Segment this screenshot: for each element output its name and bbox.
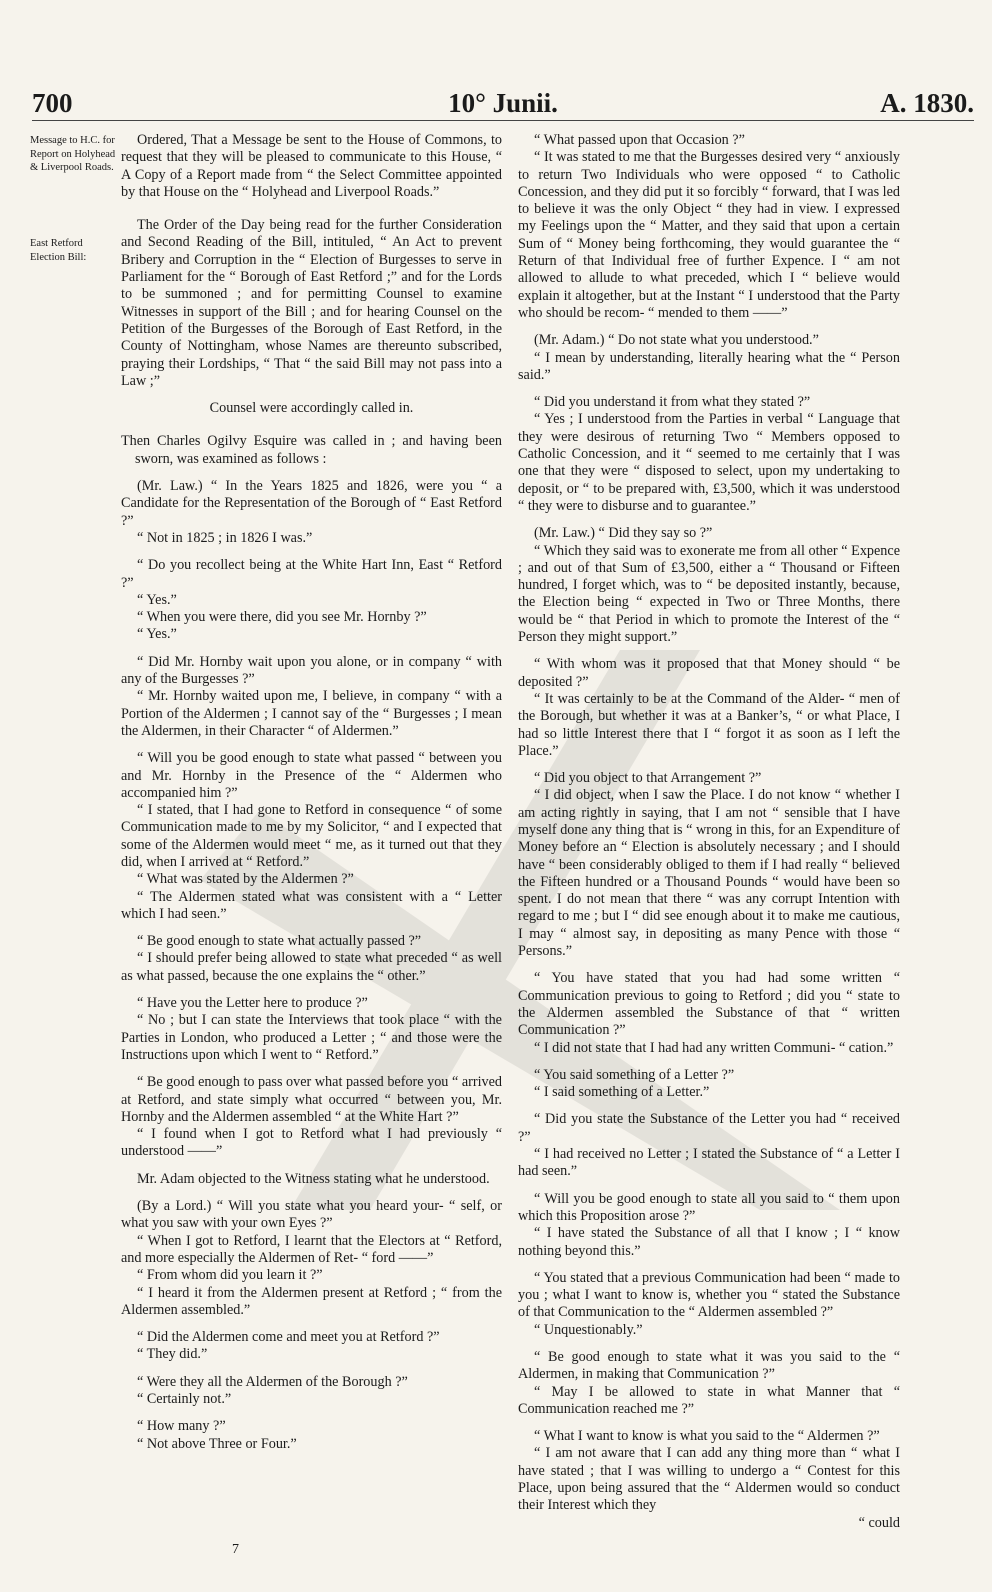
answer: “ The Aldermen stated what was consistent with a “ Letter which I had seen.” [121,888,502,922]
answer: “ I did not state that I had had any written Communi- “ cation.” [534,1039,894,1056]
question: (Mr. Adam.) “ Do not state what you understood.” [534,332,819,349]
question: “ How many ?” [137,1418,226,1435]
question: “ Did you understand it from what they stated ?” [534,394,811,411]
answer: “ They did.” [137,1346,208,1363]
question: “ You said something of a Letter ?” [534,1066,735,1083]
page-header [32,88,974,120]
question: “ Were they all the Aldermen of the Borough ?” [137,1373,408,1390]
answer: “ Mr. Hornby waited upon me, I believe, in company “ with a Portion of the Aldermen ; I cannot say of the “ Burgesses ; I mean the Aldermen, in their Character “ of Aldermen.” [121,688,502,739]
question: “ Have you the Letter here to produce ?” [137,995,368,1012]
answer: “ Which they said was to exonerate me from all other “ Expence ; and out of that Sum of £3,500, either a “ Thousand or Fifteen hundred, I forget which, was to “ be deposited instantly, because, the Election being “ expected in Two or Three Months, there would be “ that Period in which to promote the Interest of the “ Person they might support.” [518,542,900,646]
answer: “ No ; but I can state the Interviews that took place “ with the Parties in London, who produced a Letter ; “ and those were the Instructions upon which I went to “ Retford.” [121,1012,502,1063]
answer: “ It was stated to me that the Burgesses desired very “ anxiously to return Two Individuals who were opposed “ to Catholic Concession, and they did put it so forcibly “ forward, that I was led to believe it was the only Object “ they had in view. I expressed my Feelings upon the “ Matter, and they said that upon a certain Sum of “ Money being forthcoming, they would guarantee the “ Return of that Individual free of further Expence. I “ am not allowed to allude to what preceded, which I “ believe would explain it altogether, but at the Instant “ I understood that the Party who should be recom- “ mended to them ——” [518,149,900,321]
question: (Mr. Law.) “ In the Years 1825 and 1826, were you “ a Candidate for the Representation of the Borough of “ East Retford ?” [121,478,502,529]
answer: “ It was certainly to be at the Command of the Alder- “ men of the Borough, but whether it was at a Banker’s, “ or what Place, I had so little Interest there that I “ forgot it as soon as I left the Place.” [518,690,900,759]
catchword: “ could [858,1514,900,1531]
left-column [121,132,502,1453]
question: “ Did Mr. Hornby wait upon you alone, or in company “ with any of the Burgesses ?” [121,653,502,688]
paragraph: The Order of the Day being read for the further Consideration and Second Reading of the Bill, intituled, “ An Act to prevent Bribery and Corruption in the “ Election of Burgesses to serve in Parliament for the “ Borough of East Retford ;” and for the Lords to be summoned ; and for permitting Counsel to examine Witnesses in support of the Bill ; and for hearing Counsel on the Petition of the Burgesses of the Borough of East Retford, in the County of Nottingham, whose Names are thereunto subscribed, praying their Lordships, “ That “ the said Bill may not pass into a Law ;” [121,217,502,389]
right-column [518,132,900,1532]
question: (By a Lord.) “ Will you state what you heard your- “ self, or what you saw with your own Eyes ?” [121,1198,502,1232]
answer: “ I heard it from the Aldermen present at Retford ; “ from the Aldermen assembled.” [121,1284,502,1318]
answer: “ May I be allowed to state in what Manner that “ Communication reached me ?” [518,1383,900,1417]
answer: “ I found when I got to Retford what I had previously “ understood ——” [121,1126,502,1160]
paragraph: Then Charles Ogilvy Esquire was called in ; and having been sworn, was examined as follows : [121,433,502,467]
answer: “ I should prefer being allowed to state what preceded “ as well as what passed, because the one explains the “ other.” [121,950,502,984]
paragraph: Mr. Adam objected to the Witness stating what he understood. [137,1170,490,1187]
question: “ You stated that a previous Communication had been “ made to you ; what I want to know is, whether you “ stated the Substance of that Communication to the “ Aldermen assembled ?” [518,1269,900,1321]
question: “ Will you be good enough to state all you said to “ them upon which this Proposition arose ?” [518,1190,900,1224]
answer: “ I did object, when I saw the Place. I do not know “ whether I am acting rightly in saying, that I am not “ sensible that I have myself done any thing that is “ wrong in this, for an Expenditure of Money before an “ Election is absolutely necessary ; and I should have “ been considerably obliged to them if I had really “ believed the Fifteen hundred or a Thousand Pounds “ would have been so spent. I do not mean that there “ was any corrupt Intention with regard to me ; but I “ did see enough about it to make me cautious, I may “ almost say, in depositing as many Pence with those “ Persons.” [518,787,900,960]
question: “ Be good enough to state what actually passed ?” [137,933,422,950]
page-date: 10° Junii. [448,88,558,118]
question: “ Be good enough to pass over what passed before you “ arrived at Retford, and state simply what occurred “ between you, Mr. Hornby and the Aldermen assembled “ at the White Hart ?” [121,1074,502,1125]
question: “ When you were there, did you see Mr. Hornby ?” [137,609,427,626]
answer: “ When I got to Retford, I learnt that the Electors at “ Retford, and more especially the Aldermen of Ret- “ ford ——” [121,1232,502,1266]
paragraph: Ordered, That a Message be sent to the House of Commons, to request that they will be pleased to communicate to this House, “ A Copy of a Report made from “ the Select Committee appointed by that House on the “ Holyhead and Liverpool Roads.” [121,132,502,200]
answer: “ I am not aware that I can add any thing more than “ what I have stated ; that I was willing to undergo a “ Contest for this Place, upon being assured that the “ Aldermen would so conduct their Interest which they [518,1445,900,1514]
answer: “ Unquestionably.” [534,1321,643,1338]
question: “ Will you be good enough to state what passed “ between you and Mr. Hornby in the Presence of the “ Aldermen who accompanied him ?” [121,750,502,801]
question: “ You have stated that you had had some written “ Communication previous to going to Retford ; did you “ state to the Aldermen assembled the Substance of that “ written Communication ?” [518,970,900,1039]
answer: “ I said something of a Letter.” [534,1084,710,1101]
question: “ Did you state the Substance of the Letter you had “ received ?” [518,1111,900,1145]
answer: “ Certainly not.” [137,1391,232,1407]
question: “ What I want to know is what you said to the “ Aldermen ?” [534,1428,880,1445]
question: “ What was stated by the Aldermen ?” [137,871,354,888]
question: “ From whom did you learn it ?” [137,1267,323,1284]
question: “ Do you recollect being at the White Hart Inn, East “ Retford ?” [121,557,502,591]
answer: “ I mean by understanding, literally hearing what the “ Person said.” [518,349,900,383]
question: “ Did the Aldermen come and meet you at Retford ?” [137,1329,440,1346]
question: “ With whom was it proposed that that Money should “ be deposited ?” [518,656,900,690]
margin-note-election-bill: East Retford Election Bill: [30,238,87,263]
page-number: 700 [32,88,73,118]
answer: “ I had received no Letter ; I stated the Substance of “ a Letter I had seen.” [518,1146,900,1180]
answer: “ Yes.” [137,591,177,608]
signature-mark: 7 [232,1542,239,1557]
answer: “ I have stated the Substance of all that I know ; I “ know nothing beyond this.” [518,1225,900,1259]
question: “ What passed upon that Occasion ?” [534,132,745,148]
answer: “ Yes ; I understood from the Parties in verbal “ Language that they were desirous of returning Two “ Members opposed to Catholic Concession, and it “ seemed to me certainly that I was one that they were “ disposed to select, upon my undertaking to deposit, or “ to be prepared with, £3,500, which it was understood “ they were to disburse and to guarantee.” [518,411,900,514]
margin-note-message: Message to H.C. for Report on Holyhead & Liverpool Roads. [30,135,116,173]
answer: “ Yes.” [137,626,177,643]
question: “ Did you object to that Arrangement ?” [534,770,762,787]
answer: “ I stated, that I had gone to Retford in consequence “ of some Communication made to me by my Solicitor, “ and I expected that some of the Aldermen would meet “ me, as it turned out that they did, when I arrived at “ Retford.” [121,802,502,870]
header-rule [32,120,974,121]
question: “ Be good enough to state what it was you said to the “ Aldermen, in making that Communication ?” [518,1349,900,1383]
page-year: A. 1830. [880,88,974,118]
answer: “ Not in 1825 ; in 1826 I was.” [137,529,313,546]
question: (Mr. Law.) “ Did they say so ?” [534,525,713,542]
paragraph: Counsel were accordingly called in. [209,400,414,417]
answer: “ Not above Three or Four.” [137,1435,297,1452]
